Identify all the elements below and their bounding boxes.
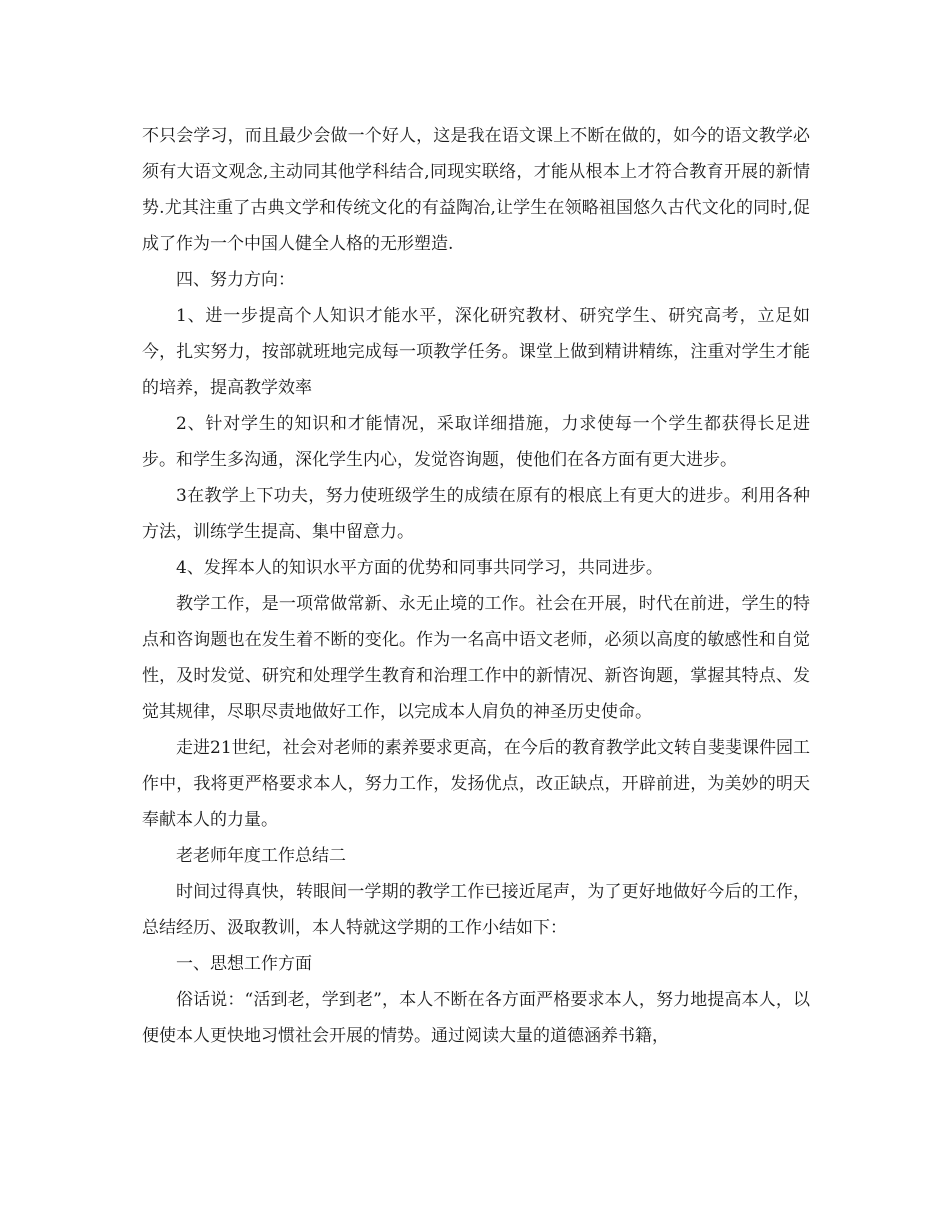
paragraph-teaching-work: 教学工作，是一项常做常新、永无止境的工作。社会在开展，时代在前进，学生的特点和咨询题也在发生着不断的变化。作为一名高中语文老师，必须以高度的敏感性和自觉性，及时发觉、研究和处理学生教育和治理工作中的新情况、新咨询题，掌握其特点、发觉其规律，尽职尽责地做好工作，以完成本人肩负的神圣历史使命。 bbox=[142, 594, 810, 722]
paragraph-item-2: 2、针对学生的知识和才能情况，采取详细措施，力求使每一个学生都获得长足进步。和学生多沟通，深化学生内心，发觉咨询题，使他们在各方面有更大进步。 bbox=[142, 414, 810, 470]
section-title-summary-two: 老老师年度工作总结二 bbox=[176, 846, 346, 866]
paragraph-item-3: 3在教学上下功夫，努力使班级学生的成绩在原有的根底上有更大的进步。利用各种方法，训练学生提高、集中留意力。 bbox=[142, 486, 810, 542]
paragraph-item-4: 4、发挥本人的知识水平方面的优势和同事共同学习，共同进步。 bbox=[176, 558, 663, 578]
document-body bbox=[142, 118, 810, 1054]
paragraph-item-1: 1、进一步提高个人知识才能水平，深化研究教材、研究学生、研究高考，立足如今，扎实努力，按部就班地完成每一项教学任务。课堂上做到精讲精练，注重对学生才能的培养，提高教学效率 bbox=[142, 306, 810, 398]
paragraph-21st-century: 走进21世纪，社会对老师的素养要求更高，在今后的教育教学此文转自斐斐课件园工作中，我将更严格要求本人，努力工作，发扬优点，改正缺点，开辟前进，为美妙的明天奉献本人的力量。 bbox=[142, 738, 810, 830]
section-heading-effort-direction: 四、努力方向： bbox=[176, 270, 295, 290]
section-heading-ideology: 一、思想工作方面 bbox=[176, 954, 312, 974]
paragraph-proverb: 俗话说：“活到老，学到老”，本人不断在各方面严格要求本人，努力地提高本人，以便使本人更快地习惯社会开展的情势。通过阅读大量的道德涵养书籍， bbox=[142, 990, 810, 1046]
paragraph-intro: 时间过得真快，转眼间一学期的教学工作已接近尾声，为了更好地做好今后的工作，总结经历、汲取教训，本人特就这学期的工作小结如下： bbox=[142, 882, 810, 938]
paragraph-continued: 不只会学习，而且最少会做一个好人，这是我在语文课上不断在做的，如今的语文教学必须有大语文观念,主动同其他学科结合,同现实联络，才能从根本上才符合教育开展的新情势.尤其注重了古典文学和传统文化的有益陶冶,让学生在领略祖国悠久古代文化的同时,促成了作为一个中国人健全人格的无形塑造. bbox=[142, 126, 810, 254]
